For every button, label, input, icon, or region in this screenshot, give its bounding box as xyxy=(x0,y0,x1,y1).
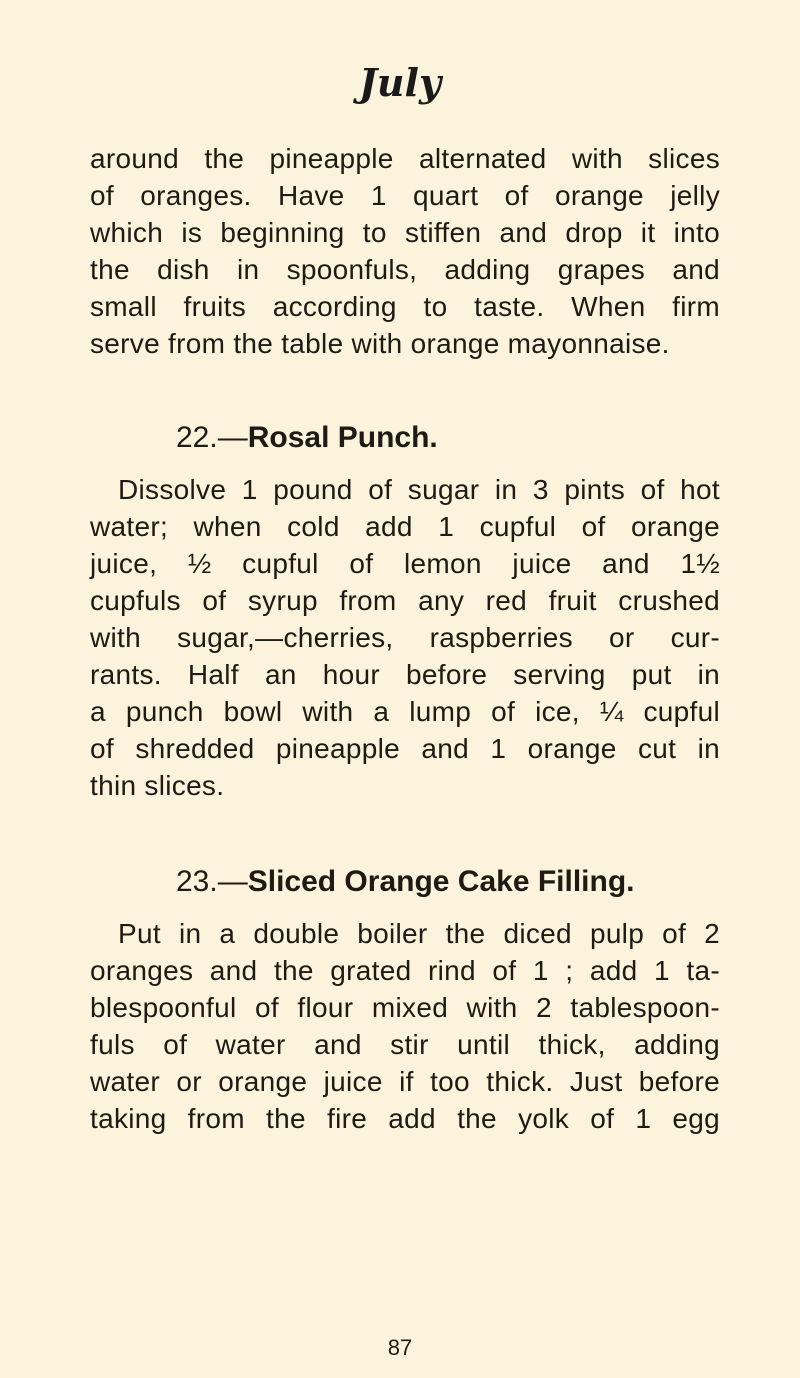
text-line: which is beginning to stiffen and drop it into xyxy=(90,217,720,248)
page-number: 87 xyxy=(387,1335,413,1360)
text-line: of oranges. Have 1 quart of orange jelly xyxy=(90,180,720,211)
text-line: water or orange juice if too thick. Just before xyxy=(90,1066,720,1097)
text-line: cupfuls of syrup from any red fruit crushed xyxy=(90,585,720,616)
recipe-body-sliced-orange-cake-filling xyxy=(90,915,720,1137)
text-line: rants. Half an hour before serving put in xyxy=(90,659,720,690)
text-line: Put in a double boiler the diced pulp of 2 xyxy=(118,918,720,949)
text-line: a punch bowl with a lump of ice, ¼ cupful xyxy=(90,696,720,727)
recipe-heading-sliced-orange-cake-filling xyxy=(176,862,635,902)
text-line: taking from the fire add the yolk of 1 egg xyxy=(90,1103,720,1134)
recipe-number: 23.— xyxy=(176,865,248,898)
text-line: of shredded pineapple and 1 orange cut in xyxy=(90,733,720,764)
continuation-paragraph xyxy=(90,140,720,362)
text-line: oranges and the grated rind of 1 ; add 1 ta- xyxy=(90,955,720,986)
text-line: with sugar,—cherries, raspberries or cur- xyxy=(90,622,720,653)
text-line: around the pineapple alternated with slices xyxy=(90,143,720,174)
text-line: the dish in spoonfuls, adding grapes and xyxy=(90,254,720,285)
text-line: small fruits according to taste. When firm xyxy=(90,291,720,322)
text-line: juice, ½ cupful of lemon juice and 1½ xyxy=(90,548,720,579)
text-line: fuls of water and stir until thick, adding xyxy=(90,1029,720,1060)
recipe-heading-rosal-punch xyxy=(176,418,438,458)
recipe-number: 22.— xyxy=(176,421,248,454)
recipe-body-rosal-punch xyxy=(90,471,720,804)
text-line: serve from the table with orange mayonnaise. xyxy=(90,328,670,359)
recipe-title: Sliced Orange Cake Filling. xyxy=(247,865,635,898)
text-line: thin slices. xyxy=(90,770,225,801)
running-head: July xyxy=(358,60,442,105)
recipe-title: Rosal Punch. xyxy=(247,421,438,454)
text-line: water; when cold add 1 cupful of orange xyxy=(90,511,720,542)
text-line: Dissolve 1 pound of sugar in 3 pints of hot xyxy=(118,474,720,505)
text-line: blespoonful of flour mixed with 2 tablespoon- xyxy=(90,992,720,1023)
